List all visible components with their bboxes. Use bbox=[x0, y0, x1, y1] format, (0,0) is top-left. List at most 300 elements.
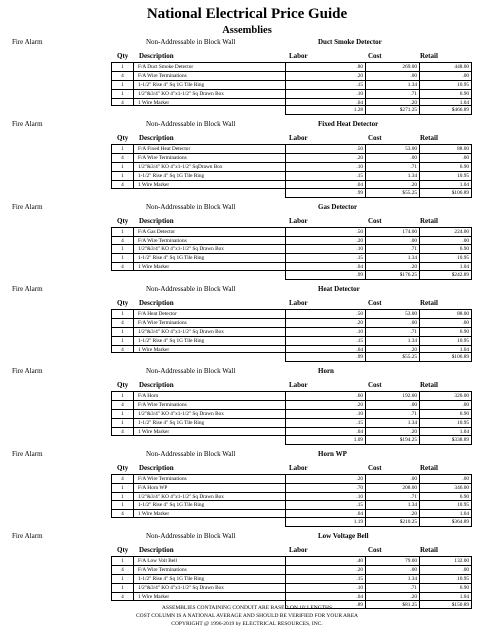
description-cell: 1/2"&3/4" KO 4"x1-1/2" Sq Drawn Box bbox=[133, 410, 285, 418]
cost-cell: .71 bbox=[365, 245, 419, 253]
assembly-section bbox=[0, 531, 494, 609]
cost-cell: 53.00 bbox=[365, 145, 419, 153]
qty-cell: 1 bbox=[111, 493, 133, 501]
labor-cell: .04 bbox=[285, 428, 365, 435]
section-name: Duct Smoke Detector bbox=[318, 38, 382, 46]
column-header-cost: Cost bbox=[368, 546, 382, 555]
labor-cell: .20 bbox=[285, 566, 365, 574]
table-row bbox=[111, 162, 472, 171]
labor-cell: .20 bbox=[285, 401, 365, 409]
description-cell: F/A Wire Terminations bbox=[133, 401, 285, 409]
total-cost: $81.25 bbox=[365, 601, 419, 610]
retail-cell: 10.95 bbox=[419, 419, 472, 427]
section-header bbox=[0, 531, 494, 542]
table-row bbox=[111, 71, 472, 80]
description-cell: 1 Wire Marker bbox=[133, 181, 285, 188]
qty-cell: 4 bbox=[111, 181, 133, 188]
assembly-section bbox=[0, 449, 494, 527]
cost-cell: .00 bbox=[365, 237, 419, 245]
description-cell: F/A Horn WP bbox=[133, 484, 285, 492]
section-header bbox=[0, 119, 494, 130]
labor-cell: .60 bbox=[285, 392, 365, 400]
retail-cell: 1.04 bbox=[419, 510, 472, 517]
total-labor: 1.09 bbox=[285, 436, 365, 445]
qty-cell: 1 bbox=[111, 245, 133, 253]
labor-cell: .10 bbox=[285, 410, 365, 418]
table-row bbox=[111, 345, 472, 354]
section-name: Gas Detector bbox=[318, 202, 358, 211]
description-cell: 1-1/2" Rise 4" Sq 1G Tile Ring bbox=[133, 419, 285, 427]
qty-cell: 4 bbox=[111, 346, 133, 353]
cost-cell: 269.00 bbox=[365, 63, 419, 71]
description-cell: F/A Gas Detector bbox=[133, 228, 285, 236]
column-header-description: Description bbox=[139, 463, 174, 472]
total-cost: $55.25 bbox=[365, 353, 419, 362]
section-category: Fire Alarm bbox=[12, 367, 43, 376]
cost-cell: .00 bbox=[365, 401, 419, 409]
table-row bbox=[111, 62, 472, 71]
section-category: Fire Alarm bbox=[12, 532, 43, 541]
column-header-retail: Retail bbox=[420, 216, 438, 225]
retail-cell: .00 bbox=[419, 154, 472, 162]
qty-cell: 4 bbox=[111, 99, 133, 106]
footer-cost-note: COST COLUMN IS A NATIONAL AVERAGE AND SHOULD BE VERIFIED FOR YOUR AREA bbox=[135, 613, 359, 619]
description-cell: 1/2"&3/4" KO 4"x1-1/2" SqDrawn Box bbox=[133, 163, 285, 171]
qty-cell: 1 bbox=[111, 557, 133, 565]
cost-cell: .20 bbox=[365, 346, 419, 353]
description-cell: 1 Wire Marker bbox=[133, 428, 285, 435]
assembly-table bbox=[111, 227, 472, 280]
column-header-labor: Labor bbox=[289, 299, 308, 308]
qty-cell: 1 bbox=[111, 484, 133, 492]
description-cell: F/A Duct Smoke Detector bbox=[133, 63, 285, 71]
labor-cell: .20 bbox=[285, 237, 365, 245]
qty-cell: 4 bbox=[111, 319, 133, 327]
column-header-labor: Labor bbox=[289, 463, 308, 472]
column-header-retail: Retail bbox=[420, 546, 438, 555]
table-row bbox=[111, 409, 472, 418]
description-cell: F/A Wire Terminations bbox=[133, 154, 285, 162]
labor-cell: .04 bbox=[285, 181, 365, 188]
retail-cell: 6.90 bbox=[419, 328, 472, 336]
column-header-labor: Labor bbox=[289, 216, 308, 225]
description-cell: 1/2"&3/4" KO 4"x1-1/2" Sq Drawn Box bbox=[133, 328, 285, 336]
description-cell: 1/2"&3/4" KO 4"x1-1/2" Sq Drawn Box bbox=[133, 245, 285, 253]
table-row bbox=[111, 565, 472, 574]
table-row bbox=[111, 153, 472, 162]
labor-cell: .04 bbox=[285, 593, 365, 600]
retail-cell: 1.04 bbox=[419, 346, 472, 353]
total-row bbox=[111, 436, 472, 445]
description-cell: 1 Wire Marker bbox=[133, 593, 285, 600]
cost-cell: .71 bbox=[365, 163, 419, 171]
total-cost: $194.25 bbox=[365, 436, 419, 445]
cost-cell: .20 bbox=[365, 181, 419, 188]
labor-cell: .04 bbox=[285, 99, 365, 106]
labor-cell: .15 bbox=[285, 337, 365, 345]
retail-cell: 6.90 bbox=[419, 410, 472, 418]
cost-cell: .71 bbox=[365, 493, 419, 501]
total-labor: .89 bbox=[285, 601, 365, 610]
section-header bbox=[0, 284, 494, 295]
retail-cell: 132.00 bbox=[419, 557, 472, 565]
total-labor: 1.28 bbox=[285, 106, 365, 115]
labor-cell: .10 bbox=[285, 90, 365, 98]
section-name: Fixed Heat Detector bbox=[318, 120, 379, 129]
retail-cell: .00 bbox=[419, 566, 472, 574]
column-header-qty: Qty bbox=[117, 216, 129, 225]
assembly-table bbox=[111, 62, 472, 115]
description-cell: 1-1/2" Rise 4" Sq 1G Tile Ring bbox=[133, 337, 285, 345]
retail-cell: 10.95 bbox=[419, 337, 472, 345]
table-row bbox=[111, 262, 472, 271]
assemblies-list bbox=[0, 37, 494, 613]
table-row bbox=[111, 180, 472, 189]
column-header-retail: Retail bbox=[420, 134, 438, 143]
total-cost: $271.25 bbox=[365, 106, 419, 115]
column-header-retail: Retail bbox=[420, 299, 438, 308]
qty-cell: 4 bbox=[111, 237, 133, 245]
column-header-retail: Retail bbox=[420, 381, 438, 390]
column-header-labor: Labor bbox=[289, 52, 308, 60]
footer-conduit-note: ASSEMBLIES CONTAINING CONDUIT ARE BASED ON 10' LENGTHS bbox=[161, 605, 333, 611]
retail-cell: .00 bbox=[419, 401, 472, 409]
column-header-description: Description bbox=[139, 299, 174, 308]
qty-cell: 4 bbox=[111, 263, 133, 270]
retail-cell: 88.00 bbox=[419, 310, 472, 318]
column-header-qty: Qty bbox=[117, 52, 129, 60]
retail-cell: 448.00 bbox=[419, 63, 472, 71]
column-header-retail: Retail bbox=[420, 463, 438, 472]
retail-cell: 88.00 bbox=[419, 145, 472, 153]
column-header-cost: Cost bbox=[368, 299, 382, 308]
qty-cell: 1 bbox=[111, 228, 133, 236]
qty-cell: 1 bbox=[111, 337, 133, 345]
labor-cell: .04 bbox=[285, 263, 365, 270]
table-row bbox=[111, 98, 472, 107]
labor-cell: .70 bbox=[285, 484, 365, 492]
section-type: Non-Addressable in Block Wall bbox=[146, 367, 236, 376]
section-category: Fire Alarm bbox=[12, 285, 43, 294]
description-cell: 1 Wire Marker bbox=[133, 346, 285, 353]
description-cell: 1-1/2" Rise 4" Sq 1G Tile Ring bbox=[133, 501, 285, 509]
qty-cell: 4 bbox=[111, 566, 133, 574]
section-type: Non-Addressable in Block Wall bbox=[146, 532, 236, 541]
cost-cell: 1.34 bbox=[365, 81, 419, 89]
table-row bbox=[111, 318, 472, 327]
cost-cell: .71 bbox=[365, 328, 419, 336]
cost-cell: 208.00 bbox=[365, 484, 419, 492]
section-header bbox=[0, 37, 494, 48]
table-row bbox=[111, 418, 472, 427]
section-type: Non-Addressable in Block Wall bbox=[146, 202, 236, 211]
description-cell: 1 Wire Marker bbox=[133, 263, 285, 270]
cost-cell: 1.34 bbox=[365, 172, 419, 180]
cost-cell: .71 bbox=[365, 90, 419, 98]
total-labor: 1.19 bbox=[285, 518, 365, 527]
retail-cell: 1.04 bbox=[419, 99, 472, 106]
cost-cell: .71 bbox=[365, 584, 419, 592]
column-header-description: Description bbox=[139, 216, 174, 225]
section-name: Horn WP bbox=[318, 449, 347, 458]
section-header bbox=[0, 366, 494, 377]
labor-cell: .10 bbox=[285, 584, 365, 592]
retail-cell: 1.04 bbox=[419, 181, 472, 188]
total-row bbox=[111, 353, 472, 362]
description-cell: 1-1/2" Rise 4" Sq 1G Tile Ring bbox=[133, 254, 285, 262]
retail-cell: 346.00 bbox=[419, 484, 472, 492]
section-type: Non-Addressable in Block Wall bbox=[146, 449, 236, 458]
table-row bbox=[111, 574, 472, 583]
cost-cell: 192.00 bbox=[365, 392, 419, 400]
total-retail: $150.89 bbox=[419, 601, 472, 610]
description-cell: F/A Wire Terminations bbox=[133, 475, 285, 483]
column-header-cost: Cost bbox=[368, 216, 382, 225]
description-cell: 1/2"&3/4" KO 4"x1-1/2" Sq Drawn Box bbox=[133, 493, 285, 501]
description-cell: F/A Low Volt Bell bbox=[133, 557, 285, 565]
table-row bbox=[111, 89, 472, 98]
qty-cell: 1 bbox=[111, 81, 133, 89]
retail-cell: 320.00 bbox=[419, 392, 472, 400]
qty-cell: 4 bbox=[111, 72, 133, 80]
cost-cell: 174.00 bbox=[365, 228, 419, 236]
cost-cell: .00 bbox=[365, 566, 419, 574]
footer-notes bbox=[0, 604, 494, 628]
assembly-table bbox=[111, 474, 472, 527]
description-cell: 1-1/2" Rise 4" Sq 1G Tile Ring bbox=[133, 81, 285, 89]
table-row bbox=[111, 492, 472, 501]
labor-cell: .50 bbox=[285, 145, 365, 153]
cost-cell: .00 bbox=[365, 475, 419, 483]
labor-cell: .20 bbox=[285, 475, 365, 483]
labor-cell: .20 bbox=[285, 319, 365, 327]
section-header bbox=[0, 202, 494, 213]
column-header-description: Description bbox=[139, 134, 174, 143]
retail-cell: .00 bbox=[419, 237, 472, 245]
table-row bbox=[111, 556, 472, 565]
table-row bbox=[111, 327, 472, 336]
retail-cell: 6.90 bbox=[419, 163, 472, 171]
cost-cell: 79.00 bbox=[365, 557, 419, 565]
table-row bbox=[111, 427, 472, 436]
labor-cell: .50 bbox=[285, 228, 365, 236]
column-header-retail: Retail bbox=[420, 52, 438, 60]
qty-cell: 1 bbox=[111, 584, 133, 592]
table-row bbox=[111, 400, 472, 409]
assembly-section bbox=[0, 366, 494, 444]
cost-cell: .00 bbox=[365, 72, 419, 80]
total-retail: $338.89 bbox=[419, 436, 472, 445]
column-header-qty: Qty bbox=[117, 134, 129, 143]
labor-cell: .10 bbox=[285, 328, 365, 336]
column-headers bbox=[0, 213, 494, 227]
labor-cell: .80 bbox=[285, 63, 365, 71]
section-category: Fire Alarm bbox=[12, 38, 43, 46]
section-name: Low Voltage Bell bbox=[318, 532, 369, 541]
footer-copyright: COPYRIGHT @ 1996-2019 by ELECTRICAL RESOURCES, INC. bbox=[171, 621, 323, 627]
assembly-table bbox=[111, 309, 472, 362]
qty-cell: 1 bbox=[111, 163, 133, 171]
retail-cell: 1.04 bbox=[419, 263, 472, 270]
retail-cell: .00 bbox=[419, 72, 472, 80]
labor-cell: .10 bbox=[285, 163, 365, 171]
qty-cell: 4 bbox=[111, 154, 133, 162]
column-header-description: Description bbox=[139, 381, 174, 390]
total-row bbox=[111, 189, 472, 198]
section-header bbox=[0, 449, 494, 460]
page-title: National Electrical Price Guide bbox=[146, 6, 348, 22]
description-cell: F/A Wire Terminations bbox=[133, 237, 285, 245]
assembly-section bbox=[0, 37, 494, 115]
retail-cell: 10.95 bbox=[419, 575, 472, 583]
description-cell: F/A Heat Detector bbox=[133, 310, 285, 318]
qty-cell: 1 bbox=[111, 419, 133, 427]
qty-cell: 1 bbox=[111, 410, 133, 418]
retail-cell: 1.04 bbox=[419, 593, 472, 600]
total-labor: .99 bbox=[285, 189, 365, 198]
assembly-table bbox=[111, 556, 472, 609]
labor-cell: .10 bbox=[285, 493, 365, 501]
column-headers bbox=[0, 295, 494, 309]
table-row bbox=[111, 336, 472, 345]
cost-cell: .20 bbox=[365, 510, 419, 517]
section-type: Non-Addressable in Block Wall bbox=[146, 38, 236, 46]
qty-cell: 1 bbox=[111, 310, 133, 318]
total-row bbox=[111, 518, 472, 527]
retail-cell: 1.04 bbox=[419, 428, 472, 435]
cost-cell: 1.34 bbox=[365, 254, 419, 262]
column-header-qty: Qty bbox=[117, 463, 129, 472]
cost-cell: 53.00 bbox=[365, 310, 419, 318]
section-name: Heat Detector bbox=[318, 285, 360, 294]
qty-cell: 1 bbox=[111, 90, 133, 98]
column-header-cost: Cost bbox=[368, 463, 382, 472]
total-cost: $176.25 bbox=[365, 271, 419, 280]
qty-cell: 1 bbox=[111, 254, 133, 262]
retail-cell: .00 bbox=[419, 475, 472, 483]
assembly-table bbox=[111, 391, 472, 444]
cost-cell: 1.34 bbox=[365, 501, 419, 509]
column-header-labor: Labor bbox=[289, 134, 308, 143]
total-row bbox=[111, 106, 472, 115]
assembly-section bbox=[0, 284, 494, 362]
column-headers bbox=[0, 48, 494, 62]
cost-cell: .71 bbox=[365, 410, 419, 418]
cost-cell: 1.34 bbox=[365, 337, 419, 345]
total-labor: .99 bbox=[285, 271, 365, 280]
qty-cell: 4 bbox=[111, 475, 133, 483]
retail-cell: 6.90 bbox=[419, 245, 472, 253]
total-retail: $242.89 bbox=[419, 271, 472, 280]
total-cost: $55.25 bbox=[365, 189, 419, 198]
qty-cell: 1 bbox=[111, 172, 133, 180]
cost-cell: .00 bbox=[365, 319, 419, 327]
qty-cell: 4 bbox=[111, 428, 133, 435]
total-retail: $106.89 bbox=[419, 353, 472, 362]
description-cell: 1 Wire Marker bbox=[133, 510, 285, 517]
qty-cell: 4 bbox=[111, 401, 133, 409]
column-headers bbox=[0, 377, 494, 391]
labor-cell: .15 bbox=[285, 81, 365, 89]
retail-cell: 6.90 bbox=[419, 584, 472, 592]
total-row bbox=[111, 271, 472, 280]
retail-cell: 10.95 bbox=[419, 254, 472, 262]
table-row bbox=[111, 309, 472, 318]
table-row bbox=[111, 483, 472, 492]
qty-cell: 1 bbox=[111, 501, 133, 509]
page-subtitle: Assemblies bbox=[222, 25, 272, 36]
section-category: Fire Alarm bbox=[12, 449, 43, 458]
cost-cell: 1.34 bbox=[365, 419, 419, 427]
labor-cell: .40 bbox=[285, 557, 365, 565]
description-cell: 1 Wire Marker bbox=[133, 99, 285, 106]
total-labor: .99 bbox=[285, 353, 365, 362]
column-header-description: Description bbox=[139, 546, 174, 555]
table-row bbox=[111, 592, 472, 601]
retail-cell: .00 bbox=[419, 319, 472, 327]
labor-cell: .15 bbox=[285, 501, 365, 509]
total-retail: $364.89 bbox=[419, 518, 472, 527]
retail-cell: 6.90 bbox=[419, 493, 472, 501]
cost-cell: .20 bbox=[365, 263, 419, 270]
section-category: Fire Alarm bbox=[12, 120, 43, 129]
column-header-labor: Labor bbox=[289, 381, 308, 390]
total-retail: $106.89 bbox=[419, 189, 472, 198]
table-row bbox=[111, 80, 472, 89]
section-type: Non-Addressable in Block Wall bbox=[146, 285, 236, 294]
cost-cell: .20 bbox=[365, 593, 419, 600]
total-cost: $210.25 bbox=[365, 518, 419, 527]
table-row bbox=[111, 236, 472, 245]
column-headers bbox=[0, 130, 494, 144]
retail-cell: 224.00 bbox=[419, 228, 472, 236]
labor-cell: .15 bbox=[285, 254, 365, 262]
retail-cell: 10.95 bbox=[419, 501, 472, 509]
table-row bbox=[111, 144, 472, 153]
column-header-cost: Cost bbox=[368, 52, 382, 60]
qty-cell: 4 bbox=[111, 510, 133, 517]
labor-cell: .50 bbox=[285, 310, 365, 318]
labor-cell: .04 bbox=[285, 510, 365, 517]
table-row bbox=[111, 509, 472, 518]
cost-cell: .00 bbox=[365, 154, 419, 162]
qty-cell: 1 bbox=[111, 575, 133, 583]
column-header-labor: Labor bbox=[289, 546, 308, 555]
qty-cell: 1 bbox=[111, 63, 133, 71]
qty-cell: 4 bbox=[111, 593, 133, 600]
retail-cell: 6.90 bbox=[419, 90, 472, 98]
labor-cell: .10 bbox=[285, 245, 365, 253]
labor-cell: .20 bbox=[285, 72, 365, 80]
labor-cell: .20 bbox=[285, 154, 365, 162]
column-header-cost: Cost bbox=[368, 134, 382, 143]
table-row bbox=[111, 244, 472, 253]
description-cell: F/A Wire Terminations bbox=[133, 566, 285, 574]
assembly-table bbox=[111, 144, 472, 197]
description-cell: 1-1/2" Rise 4" Sq 1G Tile Ring bbox=[133, 575, 285, 583]
table-row bbox=[111, 253, 472, 262]
assembly-section bbox=[0, 119, 494, 197]
table-row bbox=[111, 391, 472, 400]
qty-cell: 1 bbox=[111, 392, 133, 400]
column-headers bbox=[0, 460, 494, 474]
qty-cell: 1 bbox=[111, 145, 133, 153]
description-cell: 1-1/2" Rise 4" Sq 1G Tile Ring bbox=[133, 172, 285, 180]
column-header-cost: Cost bbox=[368, 381, 382, 390]
description-cell: F/A Wire Terminations bbox=[133, 319, 285, 327]
table-row bbox=[111, 171, 472, 180]
column-header-qty: Qty bbox=[117, 381, 129, 390]
